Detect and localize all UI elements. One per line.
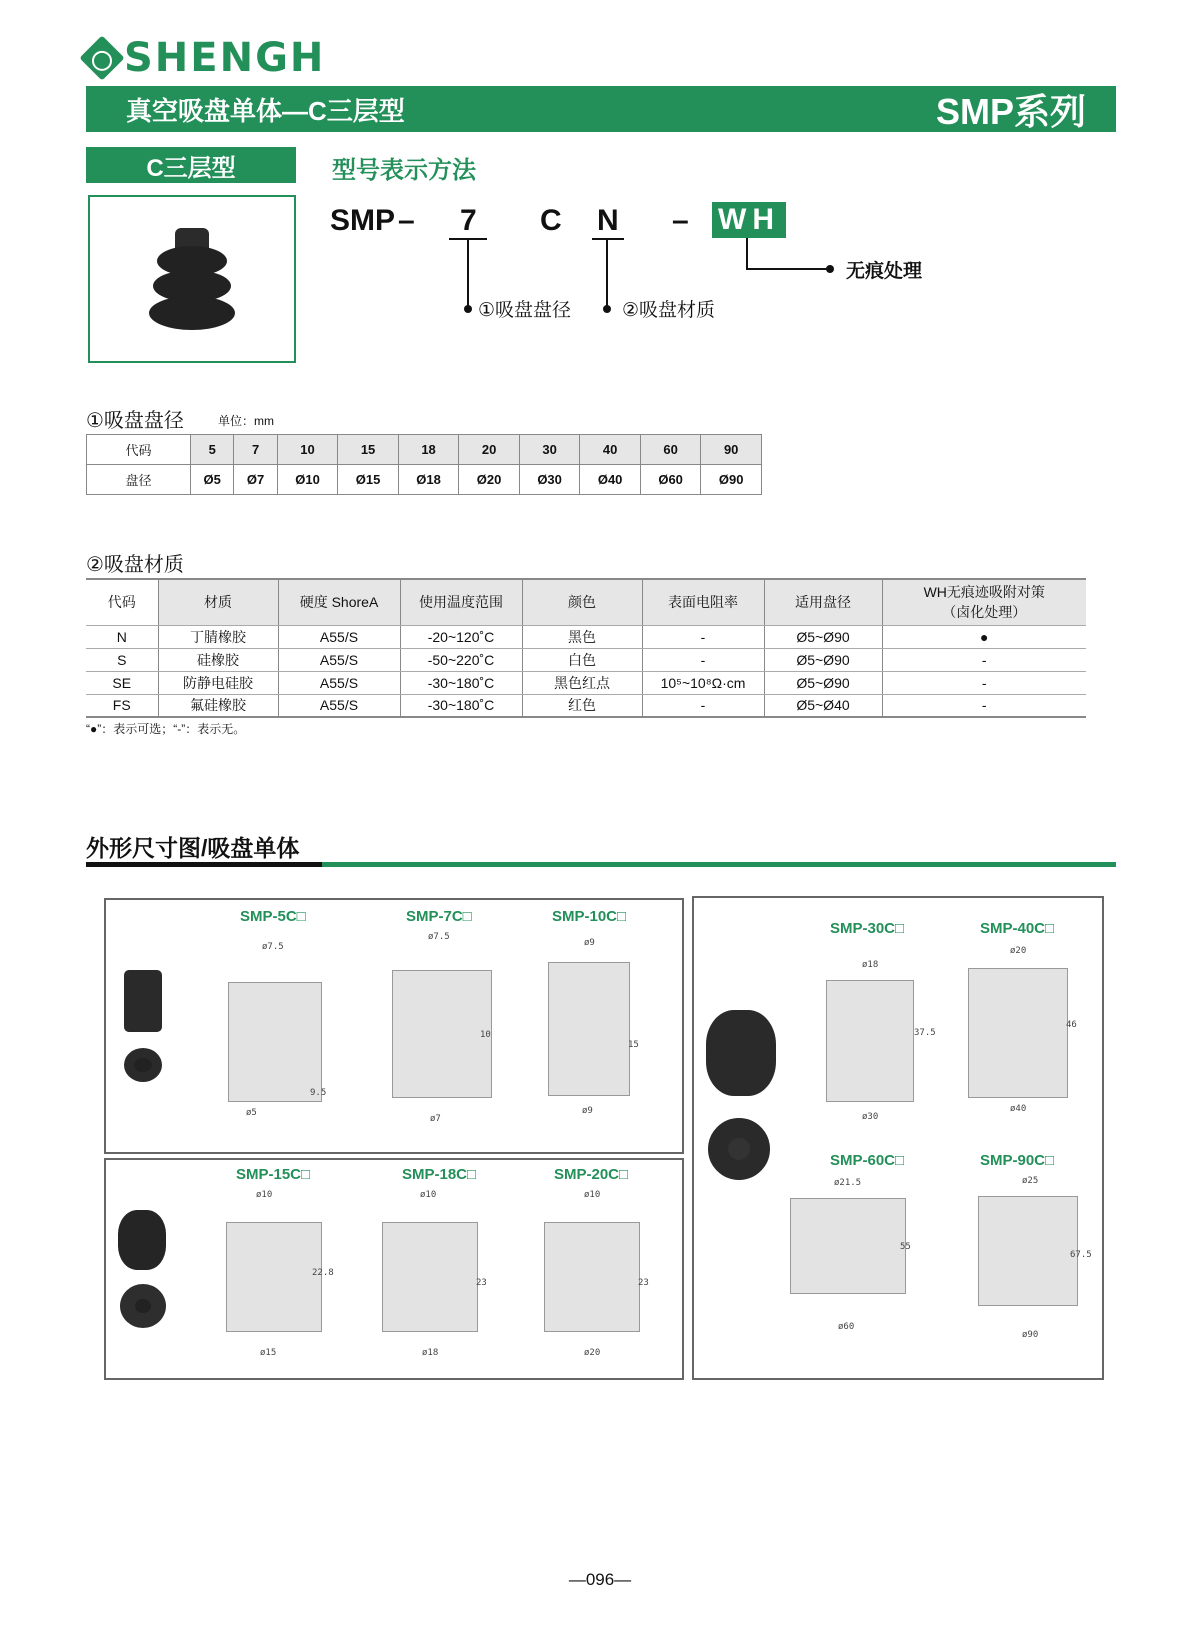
code-material: N [597, 204, 619, 237]
model-name: SMP-40C□ [980, 920, 1055, 937]
page-number: —096— [568, 1570, 632, 1589]
large-cup-bottom-photo [708, 1118, 770, 1180]
model-name: SMP-5C□ [240, 908, 306, 925]
type-tag: C三层型 [86, 147, 296, 183]
table-note: “●”：表示可选；“-”：表示无。 [86, 722, 246, 736]
drawing-smp-15c [226, 1222, 322, 1332]
diameter-table [86, 434, 762, 495]
dimension-section-title: 外形尺寸图/吸盘单体 [86, 835, 300, 861]
brand-logo [86, 35, 326, 81]
code-wh: WH [712, 202, 786, 238]
table-row: S 硅橡胶 A55/S -50~220˚C 白色 - Ø5~Ø90 - [86, 648, 1086, 671]
model-name: SMP-30C□ [830, 920, 905, 937]
brand-name: SHENGH [124, 35, 326, 81]
table-row: SE 防静电硅胶 A55/S -30~180˚C 黑色红点 10⁵~10⁸Ω·cm Ø5~Ø90 - [86, 671, 1086, 694]
drawing-smp-7c [392, 970, 492, 1098]
model-name: SMP-10C□ [552, 908, 627, 925]
section-divider [86, 862, 1116, 867]
callout-material: ②吸盘材质 [622, 300, 716, 321]
drawing-smp-18c [382, 1222, 478, 1332]
model-name: SMP-15C□ [236, 1166, 311, 1183]
model-name: SMP-20C□ [554, 1166, 629, 1183]
code-dash-2: – [672, 204, 689, 237]
small-cup-photo [124, 970, 162, 1032]
material-table [86, 578, 1086, 718]
drawing-smp-90c [978, 1196, 1078, 1306]
table-row: 代码 5 7 10 15 18 20 30 40 60 90 [87, 435, 762, 465]
logo-diamond-icon [79, 35, 124, 80]
callout-wh: 无痕处理 [846, 261, 923, 282]
model-name: SMP-18C□ [402, 1166, 477, 1183]
model-name: SMP-60C□ [830, 1152, 905, 1169]
medium-cup-bottom-photo [120, 1284, 166, 1328]
medium-cup-photo [118, 1210, 166, 1270]
diameter-section-title: ①吸盘盘径 [86, 410, 184, 432]
code-diameter: 7 [460, 204, 477, 237]
series-title: SMP系列 [935, 90, 1086, 132]
code-smp: SMP [330, 204, 396, 237]
drawing-smp-60c [790, 1198, 906, 1294]
drawing-smp-10c [548, 962, 630, 1096]
drawing-smp-20c [544, 1222, 640, 1332]
large-cup-photo [706, 1010, 776, 1096]
table-row: FS 氟硅橡胶 A55/S -30~180˚C 红色 - Ø5~Ø40 - [86, 694, 1086, 717]
table-row: N 丁腈橡胶 A55/S -20~120˚C 黑色 - Ø5~Ø90 ● [86, 625, 1086, 648]
unit-label: 单位：mm [218, 414, 274, 428]
title-banner [86, 86, 1116, 132]
drawing-smp-40c [968, 968, 1068, 1098]
material-section-title: ②吸盘材质 [86, 554, 184, 576]
page-title: 真空吸盘单体—C三层型 [126, 95, 405, 126]
small-cup-bottom-photo [124, 1048, 162, 1082]
callout-diameter: ①吸盘盘径 [478, 300, 572, 321]
product-photo [88, 195, 296, 363]
suction-cup-image [149, 228, 235, 330]
drawing-smp-30c [826, 980, 914, 1102]
table-row: 盘径 Ø5 Ø7 Ø10 Ø15 Ø18 Ø20 Ø30 Ø40 Ø60 Ø90 [87, 465, 762, 495]
code-type: C [540, 204, 562, 237]
model-name: SMP-90C□ [980, 1152, 1055, 1169]
table-header-row: 代码 材质 硬度 ShoreA 使用温度范围 颜色 表面电阻率 适用盘径 WH无痕迹吸附对策 （卤化处理） [86, 579, 1086, 625]
drawing-smp-5c [228, 982, 322, 1102]
code-dash: – [398, 204, 415, 237]
model-name: SMP-7C□ [406, 908, 472, 925]
model-notation-title: 型号表示方法 [332, 157, 476, 184]
